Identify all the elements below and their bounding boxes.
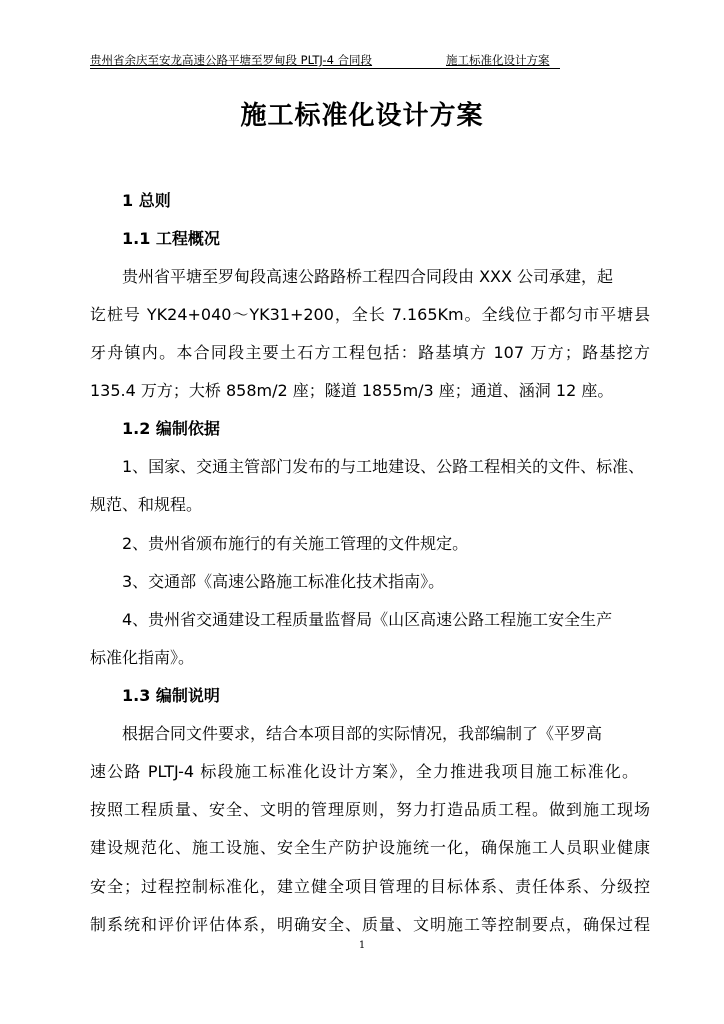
overview-line-4: 135.4 万方；大桥 858m/2 座；隧道 1855m/3 座；通道、涵洞 12 座。: [90, 381, 614, 400]
basis-item-1-line-2: 规范、和规程。: [90, 495, 203, 514]
section-1-1-heading: 1.1 工程概况: [122, 229, 220, 248]
description-line-1: 根据合同文件要求，结合本项目部的实际情况，我部编制了《平罗高: [122, 724, 603, 743]
description-line-5: 安全；过程控制标准化，建立健全项目管理的目标体系、责任体系、分级控: [90, 877, 650, 896]
basis-item-4-line-2: 标准化指南》。: [90, 648, 195, 667]
header-document-title: 施工标准化设计方案: [446, 53, 550, 67]
page-header: [90, 53, 560, 69]
description-line-2: 速公路 PLTJ-4 标段施工标准化设计方案》，全力推进我项目施工标准化。: [90, 762, 638, 781]
header-project-name: 贵州省余庆至安龙高速公路平塘至罗甸段 PLTJ-4 合同段: [90, 53, 373, 67]
basis-item-1-line-1: 1、国家、交通主管部门发布的与工地建设、公路工程相关的文件、标准、: [122, 457, 645, 476]
overview-line-2: 讫桩号 YK24+040～YK31+200，全长 7.165Km。全线位于都匀市平塘县: [90, 305, 650, 324]
basis-item-3: 3、交通部《高速公路施工标准化技术指南》。: [122, 572, 445, 591]
description-line-3: 按照工程质量、安全、文明的管理原则，努力打造品质工程。做到施工现场: [90, 800, 650, 819]
section-1-3-heading: 1.3 编制说明: [122, 686, 220, 705]
description-line-6: 制系统和评价评估体系，明确安全、质量、文明施工等控制要点，确保过程: [90, 915, 650, 934]
overview-line-1: 贵州省平塘至罗甸段高速公路路桥工程四合同段由 XXX 公司承建，起: [122, 267, 614, 286]
document-title: 施工标准化设计方案: [240, 101, 484, 131]
section-1-heading: 1 总则: [122, 191, 171, 210]
overview-line-3: 牙舟镇内。本合同段主要土石方工程包括：路基填方 107 万方；路基挖方: [90, 343, 650, 362]
basis-item-2: 2、贵州省颁布施行的有关施工管理的文件规定。: [122, 534, 469, 553]
section-1-2-heading: 1.2 编制依据: [122, 419, 220, 438]
description-line-4: 建设规范化、施工设施、安全生产防护设施统一化，确保施工人员职业健康: [90, 838, 650, 857]
basis-item-4-line-1: 4、贵州省交通建设工程质量监督局《山区高速公路工程施工安全生产: [122, 610, 613, 629]
page-number: 1: [358, 940, 366, 951]
